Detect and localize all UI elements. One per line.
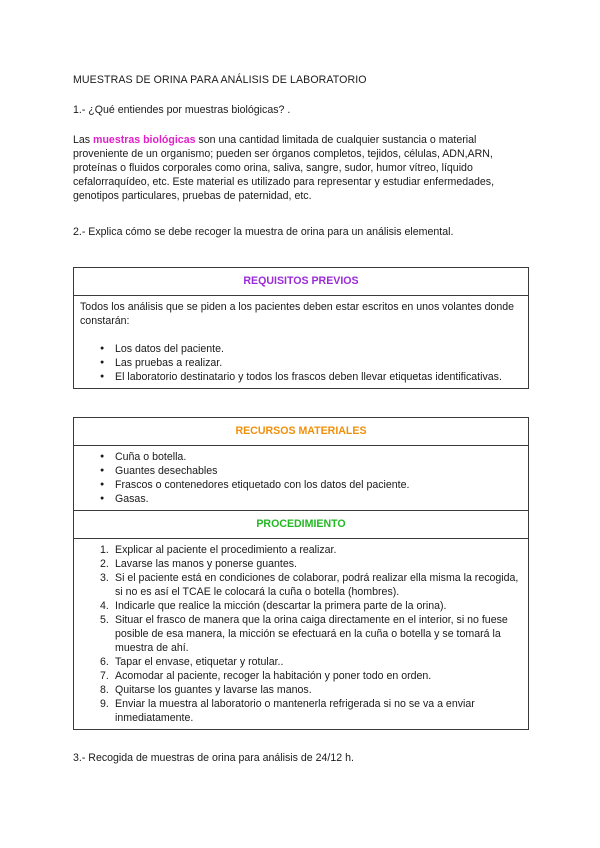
step-text: Enviar la muestra al laboratorio o mantenerla refrigerada si no se va a enviar inmediatamente.: [115, 698, 475, 724]
procedimiento-cell: [74, 539, 528, 729]
list-item: ● Frascos o contenedores etiquetado con los datos del paciente.: [80, 478, 522, 492]
document-title: MUESTRAS DE ORINA PARA ANÁLISIS DE LABORATORIO: [73, 74, 367, 86]
list-item: [80, 655, 522, 669]
question-1: 1.- ¿Qué entiendes por muestras biológicas? .: [73, 104, 291, 116]
requisitos-text: Todos los análisis que se piden a los pacientes deben estar escritos en unos volantes donde constarán:: [80, 301, 515, 327]
recursos-header: RECURSOS MATERIALES: [74, 418, 528, 446]
step-number: 8.: [100, 684, 109, 696]
step-number: 3.: [100, 572, 109, 584]
step-text: Explicar al paciente el procedimiento a realizar.: [115, 544, 337, 556]
list-item: [80, 543, 522, 557]
highlight-term: muestras biológicas: [93, 134, 196, 146]
procedimiento-header: PROCEDIMIENTO: [74, 511, 528, 539]
step-number: 6.: [100, 656, 109, 668]
list-item: ● Las pruebas a realizar.: [80, 356, 522, 370]
requisitos-list: [80, 342, 522, 384]
question-3: 3.- Recogida de muestras de orina para análisis de 24/12 h.: [73, 752, 354, 764]
step-text: Indicarle que realice la micción (descartar la primera parte de la orina).: [115, 600, 447, 612]
step-text: Si el paciente está en condiciones de colaborar, podrá realizar ella misma la recogida, si no es así el TCAE le colocará la cuña o botella (hombres).: [115, 572, 519, 598]
step-number: 2.: [100, 558, 109, 570]
list-item: [80, 697, 522, 725]
step-text: Acomodar al paciente, recoger la habitación y poner todo en orden.: [115, 670, 432, 682]
procedimiento-list: [80, 543, 522, 725]
list-item: ● Cuña o botella.: [80, 450, 522, 464]
requisitos-cell: [74, 296, 528, 388]
step-text: Tapar el envase, etiquetar y rotular..: [115, 656, 284, 668]
step-number: 7.: [100, 670, 109, 682]
list-item: [80, 683, 522, 697]
step-text: Lavarse las manos y ponerse guantes.: [115, 558, 297, 570]
recursos-cell: [74, 446, 528, 510]
requisitos-table: [73, 267, 529, 389]
list-item: [80, 557, 522, 571]
step-number: 5.: [100, 614, 109, 626]
recursos-list: [80, 450, 522, 506]
list-item: ● Los datos del paciente.: [80, 342, 522, 356]
list-item: [80, 669, 522, 683]
intro-text: son una cantidad limitada de cualquier sustancia o material proveniente de un organismo; pueden ser órganos completos, tejidos, células, ADN,ARN, proteínas o fluidos corporales como orina, saliva, sangre, sudor, humor vítreo, líquido cefalorraquídeo, etc. Este material es utilizado para representar y estudiar enfermedades, genotipos particulares, pruebas de paternidad, etc.: [73, 134, 495, 202]
intro-paragraph: [73, 133, 531, 203]
requisitos-header: REQUISITOS PREVIOS: [74, 268, 528, 296]
step-number: 4.: [100, 600, 109, 612]
step-number: 9.: [100, 698, 109, 710]
list-item: [80, 599, 522, 613]
list-item: [80, 613, 522, 655]
step-text: Quitarse los guantes y lavarse las manos.: [115, 684, 312, 696]
question-2: 2.- Explica cómo se debe recoger la muestra de orina para un análisis elemental.: [73, 226, 454, 238]
recursos-procedimiento-table: [73, 417, 529, 730]
list-item: ● Gasas.: [80, 492, 522, 506]
step-text: Situar el frasco de manera que la orina caiga directamente en el interior, si no fuese posible de esa manera, la micción se efectuará en la cuña o botella y se tomará la muestra de ahí.: [115, 614, 508, 654]
list-item: [80, 571, 522, 599]
list-item: ● Guantes desechables: [80, 464, 522, 478]
step-number: 1.: [100, 544, 109, 556]
list-item: ● El laboratorio destinatario y todos los frascos deben llevar etiquetas identificativas.: [80, 370, 522, 384]
intro-prefix: Las: [73, 134, 94, 146]
